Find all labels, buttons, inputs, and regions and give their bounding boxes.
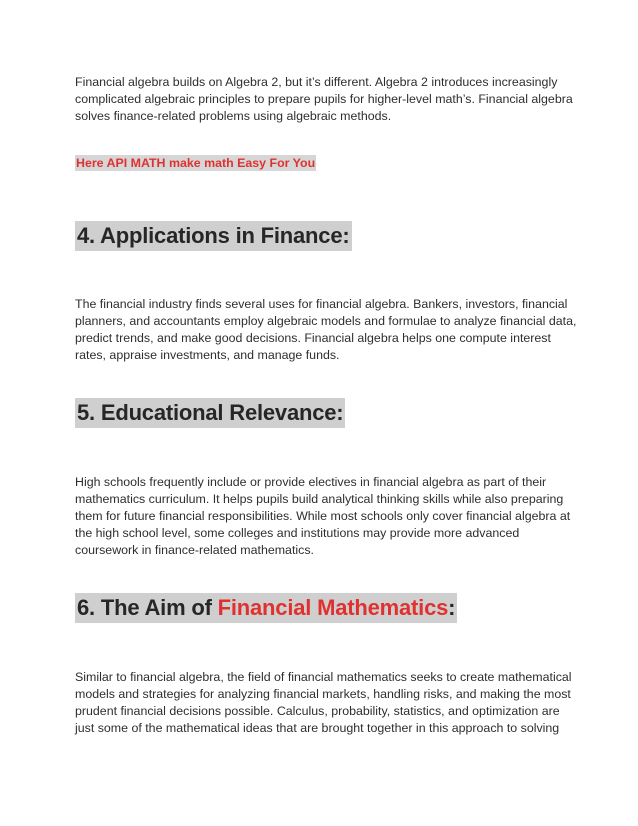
- section-4-line: planners, and accountants employ algebraic models and formulae to analyze financial data,: [75, 314, 577, 328]
- intro-text: [75, 74, 573, 125]
- section-4-heading-block: [75, 221, 567, 251]
- section-5-line: them for future financial responsibilities. While most schools only cover financial algebra at: [75, 509, 571, 523]
- cta-block: [75, 154, 567, 172]
- section-6-line: Similar to financial algebra, the field of financial mathematics seeks to create mathematical: [75, 670, 572, 684]
- section-5-line: mathematics curriculum. It helps pupils build analytical thinking skills while also preparing: [75, 492, 564, 506]
- section-6-line: models and strategies for analyzing financial markets, handling risks, and making the most: [75, 687, 571, 701]
- intro-paragraph: [75, 74, 573, 125]
- section-5-heading: 5. Educational Relevance:: [75, 398, 345, 428]
- section-4-heading: 4. Applications in Finance:: [75, 221, 352, 251]
- section-6-line: just some of the mathematical ideas that are brought together in this approach to solving: [75, 721, 560, 735]
- section-4-paragraph: [75, 296, 577, 364]
- section-5-text: [75, 474, 571, 559]
- section-4-line: predict trends, and make good decisions. Financial algebra helps one compute interest: [75, 331, 551, 345]
- section-5-paragraph: [75, 474, 571, 559]
- section-6-heading: [75, 593, 457, 623]
- section-4-line: rates, appraise investments, and manage funds.: [75, 348, 340, 362]
- intro-line: Financial algebra builds on Algebra 2, but it’s different. Algebra 2 introduces increasingly: [75, 75, 558, 89]
- section-5-line: coursework in finance-related mathematics.: [75, 543, 314, 557]
- section-6-heading-suffix: :: [448, 595, 456, 620]
- section-5-line: the high school level, some colleges and institutions may provide more advanced: [75, 526, 520, 540]
- section-6-text: [75, 669, 572, 737]
- section-6-heading-block: [75, 593, 567, 623]
- section-5-line: High schools frequently include or provide electives in financial algebra as part of their: [75, 475, 547, 489]
- intro-line: solves finance-related problems using algebraic methods.: [75, 109, 392, 123]
- api-math-link[interactable]: Here API MATH make math Easy For You: [76, 156, 316, 170]
- financial-mathematics-link[interactable]: Financial Mathematics: [217, 595, 449, 620]
- section-6-line: prudent financial decisions possible. Calculus, probability, statistics, and optimization are: [75, 704, 560, 718]
- section-5-heading-block: [75, 398, 567, 428]
- section-4-line: The financial industry finds several uses for financial algebra. Bankers, investors, financial: [75, 297, 568, 311]
- section-6-heading-prefix: 6. The Aim of: [77, 595, 218, 620]
- section-6-paragraph: [75, 669, 572, 737]
- section-4-text: [75, 296, 577, 364]
- intro-line: complicated algebraic principles to prepare pupils for higher-level math’s. Financial algebra: [75, 92, 573, 106]
